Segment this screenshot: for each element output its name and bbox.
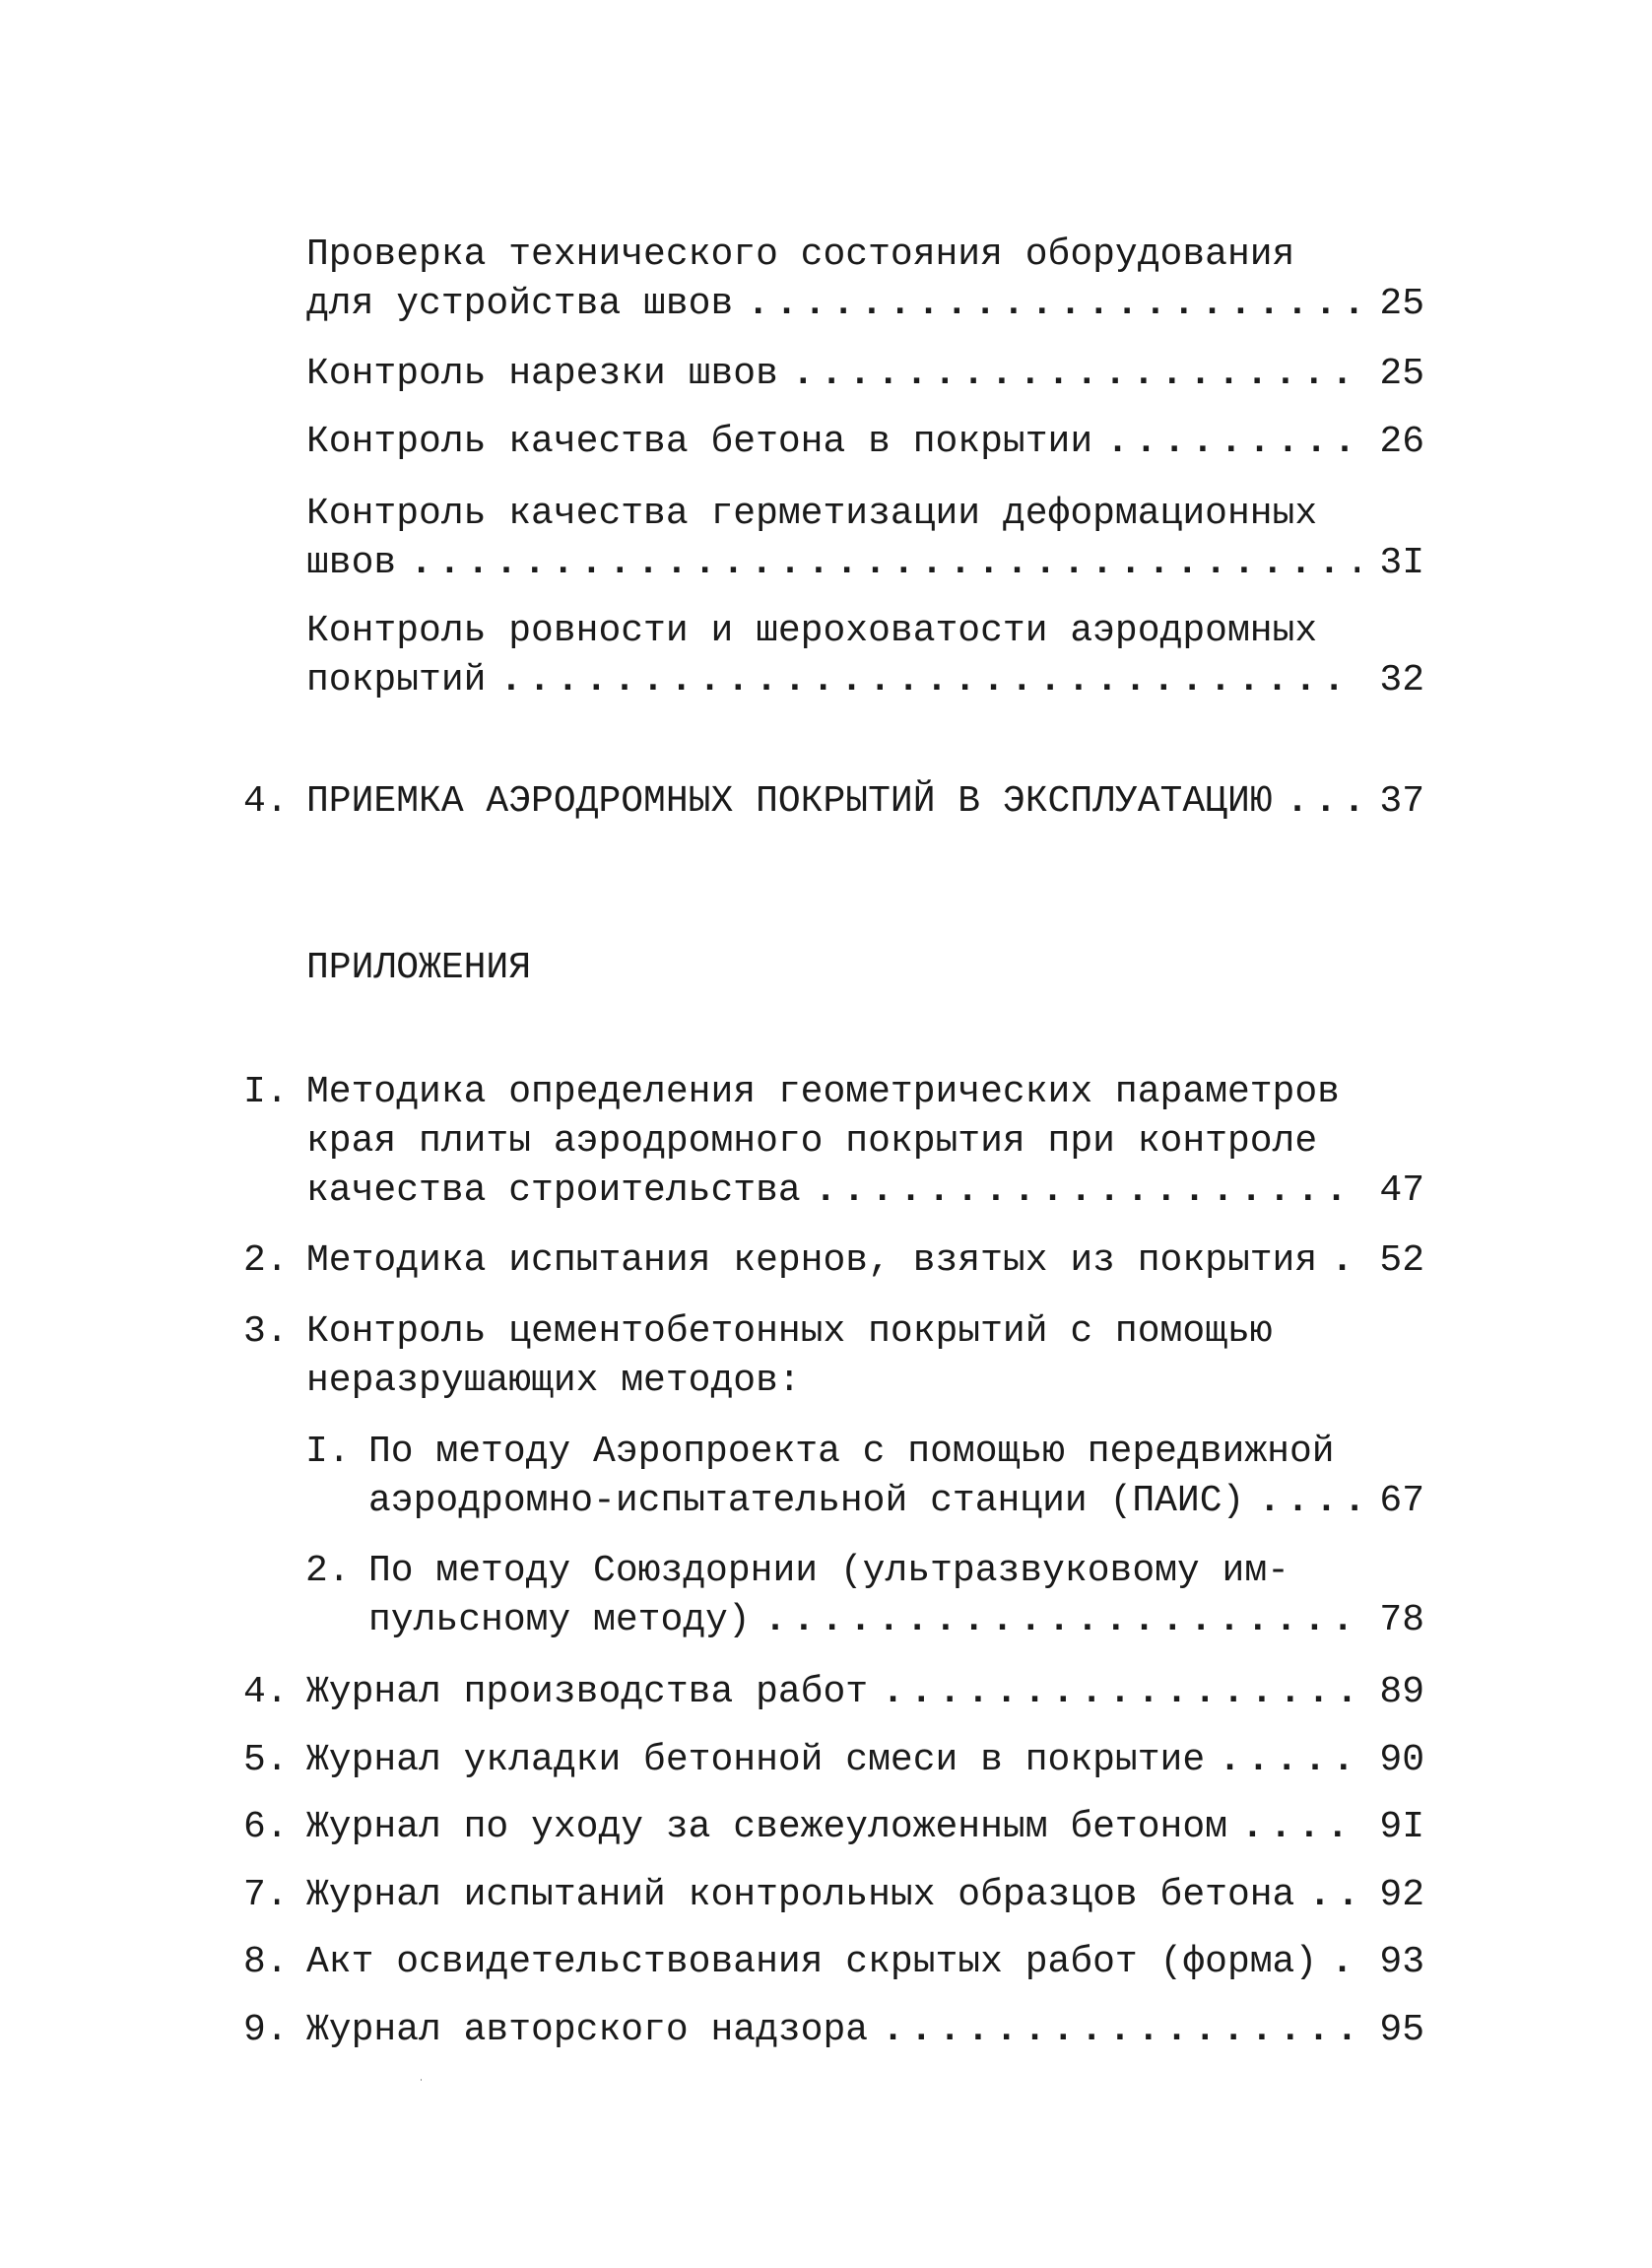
entry-line [305, 1547, 1424, 1596]
entry-number: 8. [243, 1941, 289, 1983]
dot-leader [410, 539, 1359, 588]
dot-leader [1287, 777, 1359, 827]
entry-text: Журнал испытаний контрольных образцов бетона [306, 1874, 1295, 1916]
appendices-heading: ПРИЛОЖЕНИЯ [306, 947, 532, 989]
entry-last-line [243, 1668, 1424, 1717]
entry-text: По методу Аэропроекта с помощью передвижной [368, 1431, 1335, 1473]
appendix-entry [243, 1803, 1424, 1852]
appendix-subentry [305, 1428, 1424, 1526]
dot-leader [815, 1167, 1359, 1216]
page-number: 92 [1379, 1874, 1424, 1916]
dot-leader [499, 656, 1359, 705]
appendix-subentry [305, 1547, 1424, 1645]
entry-text: швов [306, 542, 397, 584]
toc-entry [306, 490, 1424, 588]
entry-line: края плиты аэродромного покрытия при контроле [306, 1120, 1318, 1163]
entry-text: пульсному методу) [368, 1599, 751, 1641]
entry-number: 9. [243, 2009, 289, 2051]
page-number: 67 [1379, 1480, 1424, 1522]
entry-line: неразрушающих методов: [306, 1360, 801, 1402]
entry-line: Проверка технического состояния оборудования [306, 233, 1295, 276]
entry-text: качества строительства [306, 1169, 801, 1212]
dot-leader [792, 350, 1359, 399]
page-number: 37 [1379, 780, 1424, 823]
appendix-entry [243, 1068, 1424, 1216]
entry-number: 2. [305, 1550, 351, 1592]
section-4-entry [243, 777, 1424, 827]
dot-leader [1219, 1736, 1359, 1785]
entry-line [243, 1307, 1424, 1357]
entry-line: Контроль качества герметизации деформационных [306, 493, 1318, 535]
entry-number: 3. [243, 1310, 289, 1353]
entry-last-line [368, 1596, 1424, 1645]
page-number: 32 [1379, 659, 1424, 701]
entry-last-line [306, 656, 1424, 705]
dot-leader [1241, 1803, 1359, 1852]
entry-text: Журнал по уходу за свежеуложенным бетоном [306, 1806, 1227, 1848]
entry-text: Контроль цементобетонных покрытий с помощью [306, 1310, 1273, 1353]
toc-entry [306, 607, 1424, 705]
page-number: 25 [1379, 283, 1424, 325]
page-number: 3I [1379, 542, 1424, 584]
entry-text: Журнал укладки бетонной смеси в покрытие [306, 1739, 1206, 1781]
entry-last-line [243, 1736, 1424, 1785]
entry-last-line [243, 2006, 1424, 2055]
entry-text: Акт освидетельствования скрытых работ (форма) [306, 1941, 1318, 1983]
entry-text: Журнал производства работ [306, 1671, 869, 1713]
appendix-entry [243, 2006, 1424, 2055]
entry-last-line [306, 418, 1424, 467]
page-number: 90 [1379, 1739, 1424, 1781]
section-title: ПРИЕМКА АЭРОДРОМНЫХ ПОКРЫТИЙ В ЭКСПЛУАТАЦИЮ [306, 780, 1273, 823]
dot-leader [882, 1668, 1359, 1717]
appendix-entry [243, 1668, 1424, 1717]
entry-text: для устройства швов [306, 283, 734, 325]
entry-number: 4. [243, 780, 289, 823]
entry-number: 4. [243, 1671, 289, 1713]
dot-leader [1106, 418, 1359, 467]
page-number: 78 [1379, 1599, 1424, 1641]
entry-number: 2. [243, 1239, 289, 1282]
entry-line [243, 1068, 1424, 1117]
entry-number: I. [243, 1071, 289, 1113]
page-number: 95 [1379, 2009, 1424, 2051]
entry-text: Контроль качества бетона в покрытии [306, 421, 1093, 463]
appendix-entry [243, 1938, 1424, 1987]
page-number: 25 [1379, 353, 1424, 395]
toc-entry [306, 418, 1424, 467]
page-number: 9I [1379, 1806, 1424, 1848]
dot-leader [1258, 1477, 1359, 1526]
entry-line [305, 1428, 1424, 1477]
entry-last-line [243, 1236, 1424, 1286]
appendix-entry [243, 1871, 1424, 1920]
entry-last-line [243, 1938, 1424, 1987]
entry-number: I. [305, 1431, 351, 1473]
entry-last-line [368, 1477, 1424, 1526]
entry-last-line [243, 1803, 1424, 1852]
entry-text: Методика определения геометрических параметров [306, 1071, 1340, 1113]
entry-number: 6. [243, 1806, 289, 1848]
dot-leader [882, 2006, 1359, 2055]
entry-text: аэродромно-испытательной станции (ПАИС) [368, 1480, 1245, 1522]
entry-text: Журнал авторского надзора [306, 2009, 869, 2051]
toc-entry [306, 231, 1424, 329]
page-number: 93 [1379, 1941, 1424, 1983]
page-number: 26 [1379, 421, 1424, 463]
toc-entry [306, 350, 1424, 399]
page-number: 47 [1379, 1169, 1424, 1212]
entry-last-line [243, 777, 1424, 827]
scan-speck [421, 2079, 422, 2081]
entry-text: покрытий [306, 659, 487, 701]
entry-last-line [306, 350, 1424, 399]
appendix-entry [243, 1736, 1424, 1785]
dot-leader [1308, 1871, 1359, 1920]
page-number: 52 [1379, 1239, 1424, 1282]
entry-number: 5. [243, 1739, 289, 1781]
entry-line: Контроль ровности и шероховатости аэродромных [306, 610, 1318, 652]
dot-leader [1331, 1236, 1359, 1286]
dot-leader [1331, 1938, 1359, 1987]
entry-last-line [306, 280, 1424, 329]
dot-leader [764, 1596, 1359, 1645]
entry-text: Методика испытания кернов, взятых из покрытия [306, 1239, 1318, 1282]
entry-last-line [243, 1871, 1424, 1920]
appendix-entry [243, 1307, 1424, 1406]
dot-leader [747, 280, 1359, 329]
entry-number: 7. [243, 1874, 289, 1916]
entry-last-line [306, 1167, 1424, 1216]
entry-text: По методу Союздорнии (ультразвуковому им- [368, 1550, 1289, 1592]
page-number: 89 [1379, 1671, 1424, 1713]
entry-last-line [306, 539, 1424, 588]
entry-text: Контроль нарезки швов [306, 353, 778, 395]
appendix-entry [243, 1236, 1424, 1286]
